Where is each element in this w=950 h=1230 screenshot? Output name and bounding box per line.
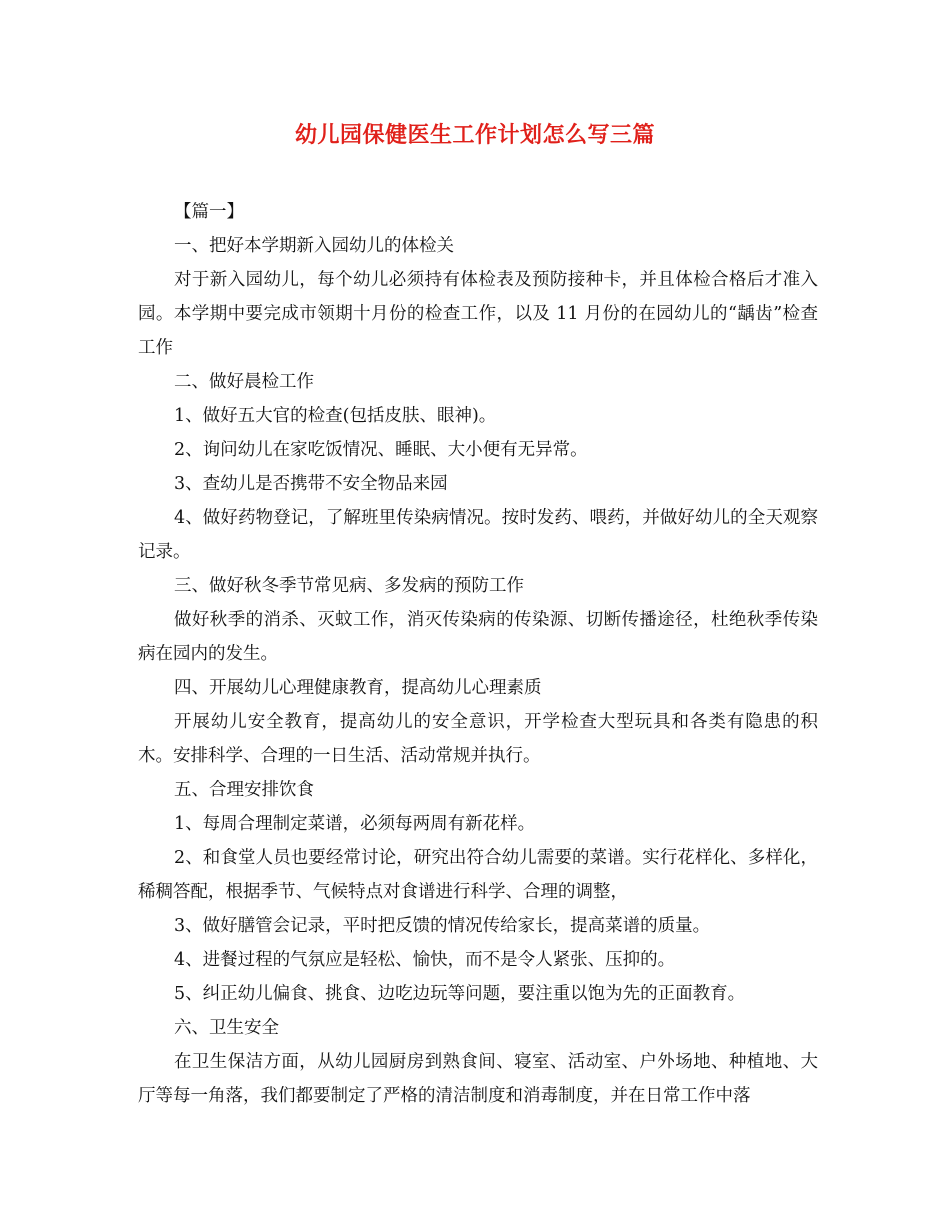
heading-1: 一、把好本学期新入园幼儿的体检关	[174, 236, 454, 256]
paragraph: 在卫生保洁方面，从幼儿园厨房到熟食间、寝室、活动室、户外场地、种植地、大厅等每一角落，我们都要制定了严格的清洁制度和消毒制度，并在日常工作中落	[138, 1052, 818, 1106]
list-item: 1、做好五大官的检查(包括皮肤、眼神)。	[174, 406, 497, 426]
heading-3: 三、做好秋冬季节常见病、多发病的预防工作	[174, 576, 524, 596]
list-item: 2、和食堂人员也要经常讨论，研究出符合幼儿需要的菜谱。实行花样化、多样化，稀稠答配，根据季节、气候特点对食谱进行科学、合理的调整，	[138, 848, 818, 902]
paragraph: 开展幼儿安全教育，提高幼儿的安全意识，开学检查大型玩具和各类有隐患的积木。安排科学、合理的一日生活、活动常规并执行。	[138, 712, 818, 766]
list-item: 4、进餐过程的气氛应是轻松、愉快，而不是令人紧张、压抑的。	[174, 950, 676, 970]
list-item: 3、做好膳管会记录，平时把反馈的情况传给家长，提高菜谱的质量。	[174, 916, 711, 936]
list-item: 5、纠正幼儿偏食、挑食、边吃边玩等问题，要注重以饱为先的正面教育。	[174, 984, 746, 1004]
section-label: 【篇一】	[174, 202, 244, 222]
list-item: 4、做好药物登记，了解班里传染病情况。按时发药、喂药，并做好幼儿的全天观察记录。	[138, 508, 818, 562]
document-body	[138, 195, 818, 1113]
heading-2: 二、做好晨检工作	[174, 372, 314, 392]
paragraph: 对于新入园幼儿，每个幼儿必须持有体检表及预防接种卡，并且体检合格后才准入园。本学期中要完成市领期十月份的检查工作，以及 11 月份的在园幼儿的“龋齿”检查工作	[138, 270, 818, 358]
document-title: 幼儿园保健医生工作计划怎么写三篇	[294, 122, 655, 148]
list-item: 2、询问幼儿在家吃饭情况、睡眠、大小便有无异常。	[174, 440, 588, 460]
list-item: 1、每周合理制定菜谱，必须每两周有新花样。	[174, 814, 536, 834]
heading-6: 六、卫生安全	[174, 1018, 279, 1038]
list-item: 3、查幼儿是否携带不安全物品来园	[174, 474, 448, 494]
heading-4: 四、开展幼儿心理健康教育，提高幼儿心理素质	[174, 678, 542, 698]
heading-5: 五、合理安排饮食	[174, 780, 314, 800]
paragraph: 做好秋季的消杀、灭蚊工作，消灭传染病的传染源、切断传播途径，杜绝秋季传染病在园内的发生。	[138, 610, 818, 664]
